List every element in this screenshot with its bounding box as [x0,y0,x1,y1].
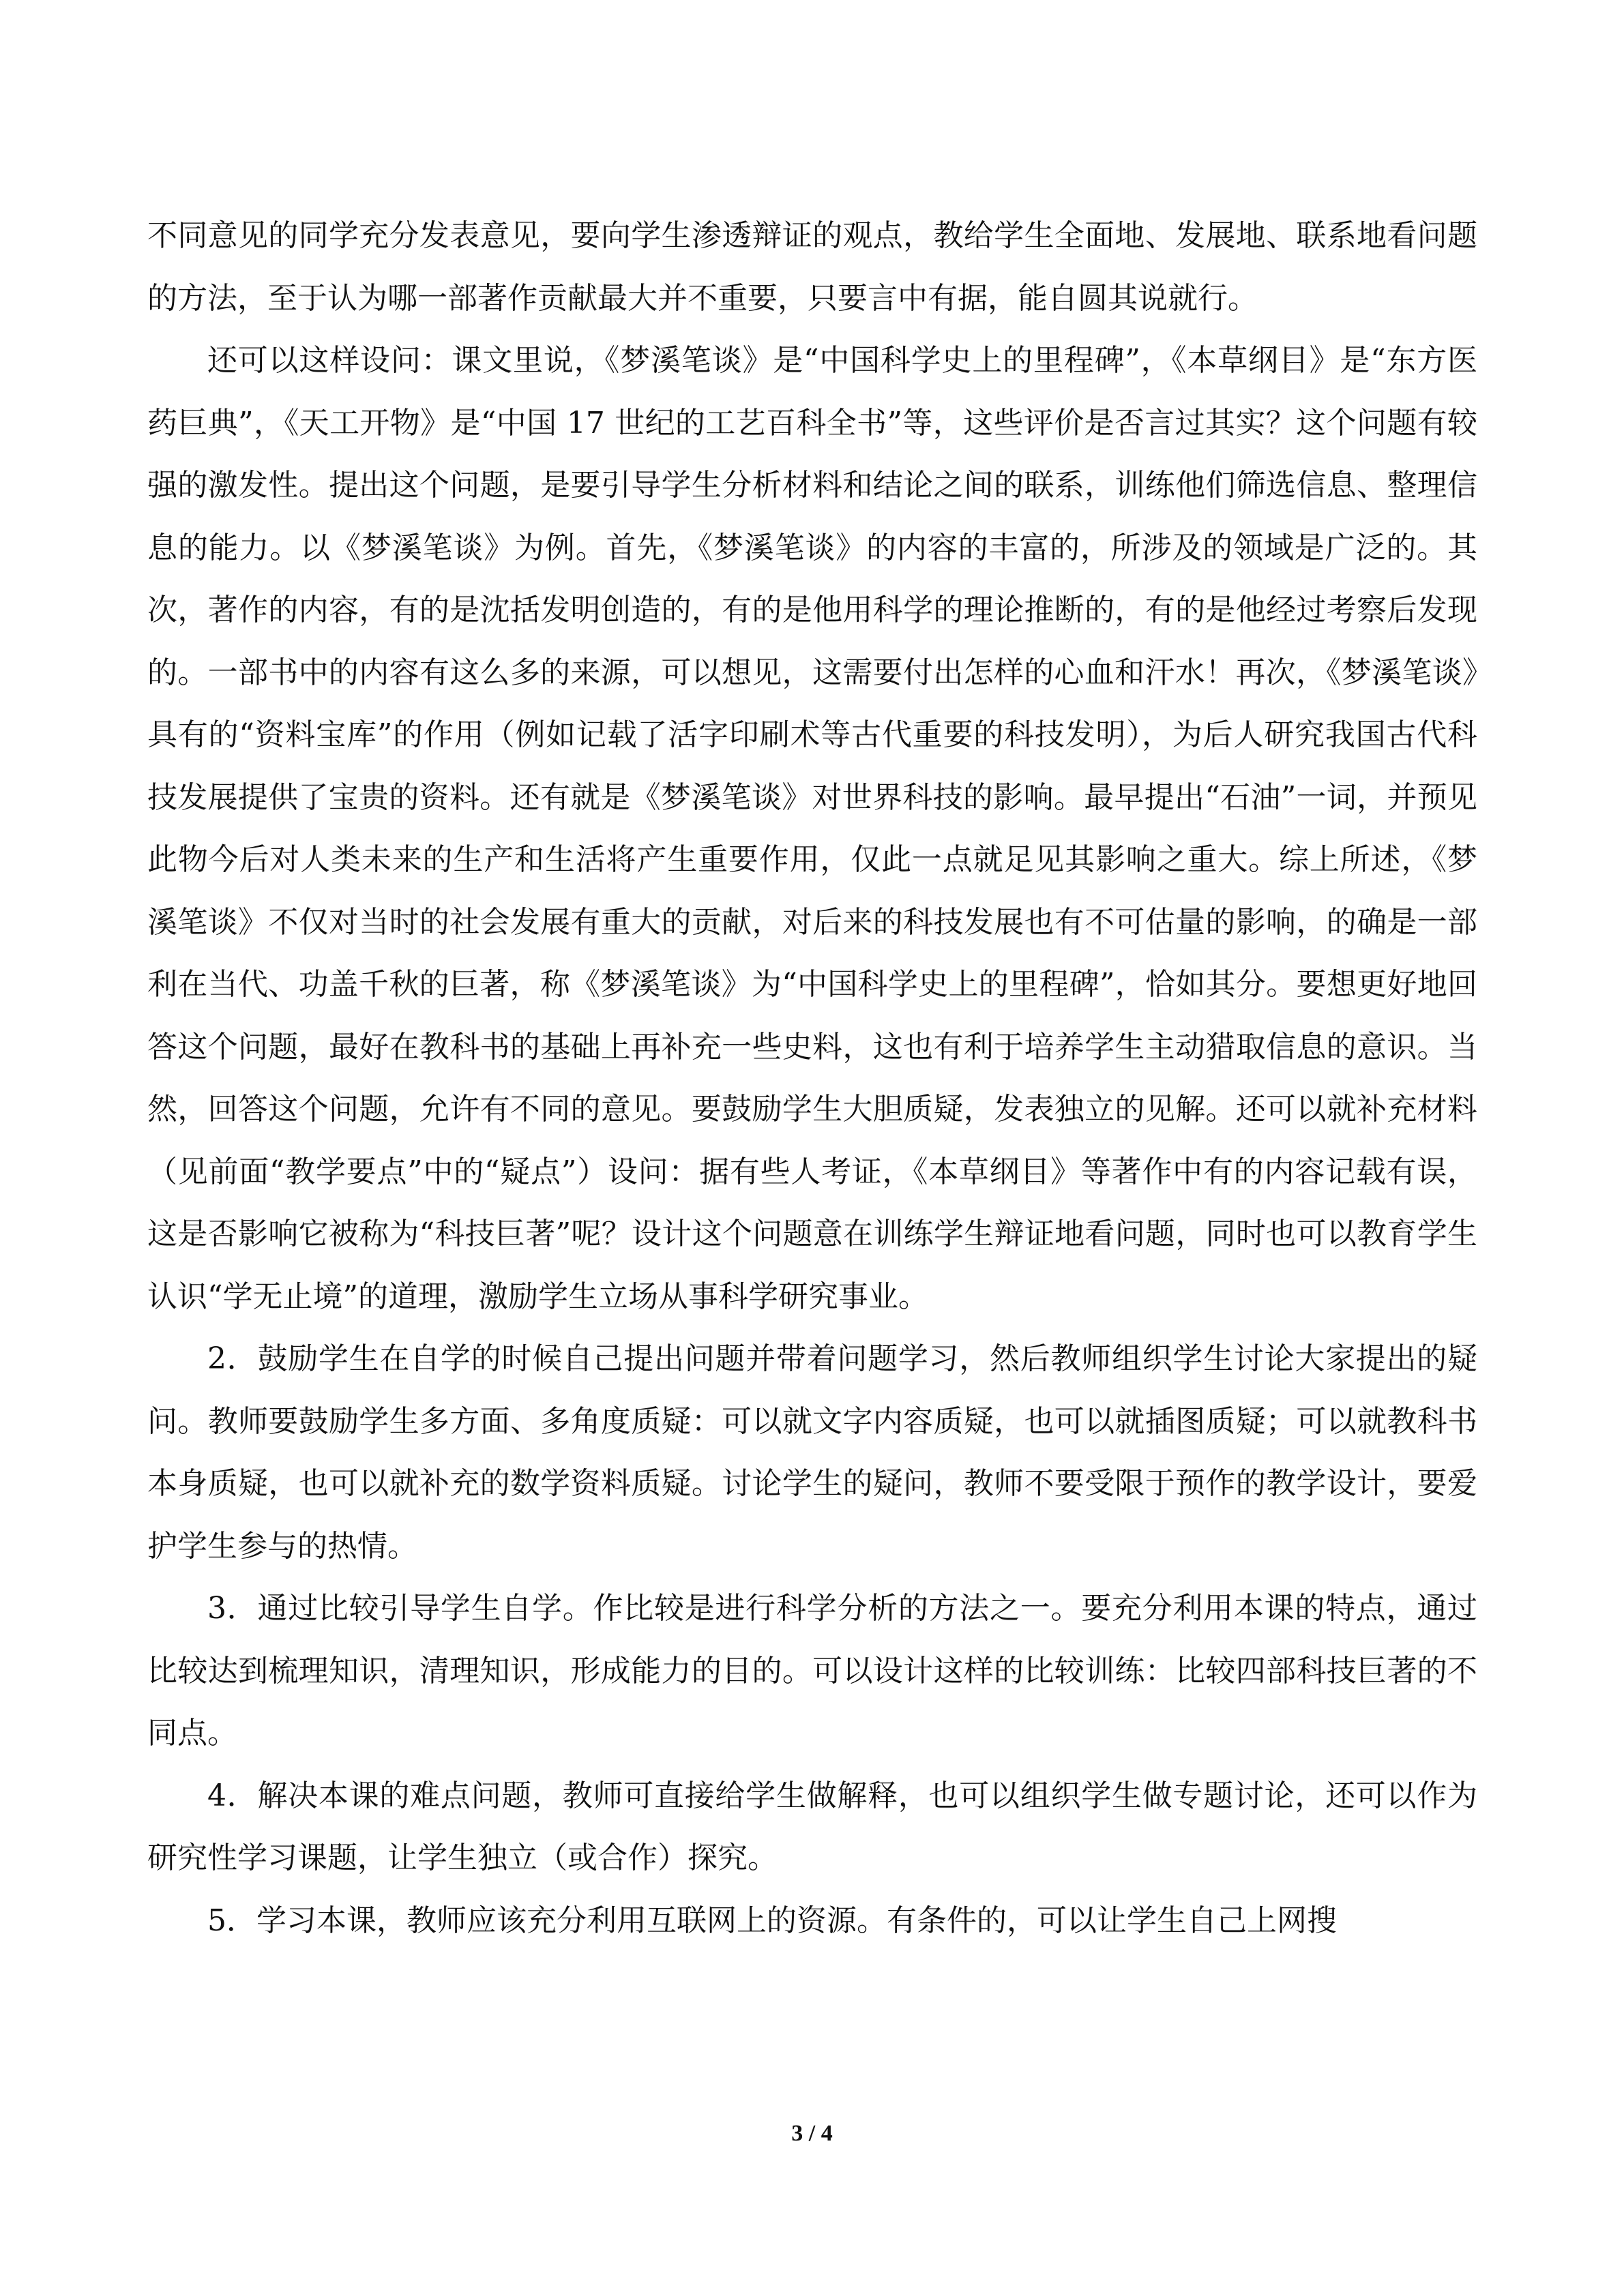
paragraph-5: 4．解决本课的难点问题，教师可直接给学生做解释，也可以组织学生做专题讨论，还可以作为研究性学习课题，让学生独立（或合作）探究。 [147,1778,1477,1875]
document-body [147,205,1477,1952]
paragraph-4: 3．通过比较引导学生自学。作比较是进行科学分析的方法之一。要充分利用本课的特点，通过比较达到梳理知识，清理知识，形成能力的目的。可以设计这样的比较训练：比较四部科技巨著的不同点。 [147,1591,1477,1750]
paragraph-3: 2．鼓励学生在自学的时候自己提出问题并带着问题学习，然后教师组织学生讨论大家提出的疑问。教师要鼓励学生多方面、多角度质疑：可以就文字内容质疑，也可以就插图质疑；可以就教科书本身质疑，也可以就补充的数学资料质疑。讨论学生的疑问，教师不要受限于预作的教学设计，要爱护学生参与的热情。 [147,1341,1477,1564]
paragraph-6: 5．学习本课，教师应该充分利用互联网上的资源。有条件的，可以让学生自己上网搜 [207,1903,1337,1938]
paragraph-2: 还可以这样设问：课文里说，《梦溪笔谈》是“中国科学史上的里程碑”，《本草纲目》是“东方医药巨典”，《天工开物》是“中国 17 世纪的工艺百科全书”等，这些评价是否言过其实？这个问题有较强的激发性。提出这个问题，是要引导学生分析材料和结论之间的联系，训练他们筛选信息、整理信息的能力。以《梦溪笔谈》为例。首先，《梦溪笔谈》的内容的丰富的，所涉及的领域是广泛的。其次，著作的内容，有的是沈括发明创造的，有的是他用科学的理论推断的，有的是他经过考察后发现的。一部书中的内容有这么多的来源，可以想见，这需要付出怎样的心血和汗水！再次，《梦溪笔谈》具有的“资料宝库”的作用（例如记载了活字印刷术等古代重要的科技发明），为后人研究我国古代科技发展提供了宝贵的资料。还有就是《梦溪笔谈》对世界科技的影响。最早提出“石油”一词，并预见此物今后对人类未来的生产和生活将产生重要作用，仅此一点就足见其影响之重大。综上所述，《梦溪笔谈》不仅对当时的社会发展有重大的贡献，对后来的科技发展也有不可估量的影响，的确是一部利在当代、功盖千秋的巨著，称《梦溪笔谈》为“中国科学史上的里程碑”，恰如其分。要想更好地回答这个问题，最好在教科书的基础上再补充一些史料，这也有利于培养学生主动猎取信息的意识。当然，回答这个问题，允许有不同的意见。要鼓励学生大胆质疑，发表独立的见解。还可以就补充材料（见前面“教学要点”中的“疑点”）设问：据有些人考证，《本草纲目》等著作中有的内容记载有误，这是否影响它被称为“科技巨著”呢？设计这个问题意在训练学生辩证地看问题，同时也可以教育学生认识“学无止境”的道理，激励学生立场从事科学研究事业。 [147,343,1477,1314]
page-number: 3 / 4 [791,2121,833,2146]
paragraph-1: 不同意见的同学充分发表意见，要向学生渗透辩证的观点，教给学生全面地、发展地、联系地看问题的方法，至于认为哪一部著作贡献最大并不重要，只要言中有据，能自圆其说就行。 [147,218,1477,316]
